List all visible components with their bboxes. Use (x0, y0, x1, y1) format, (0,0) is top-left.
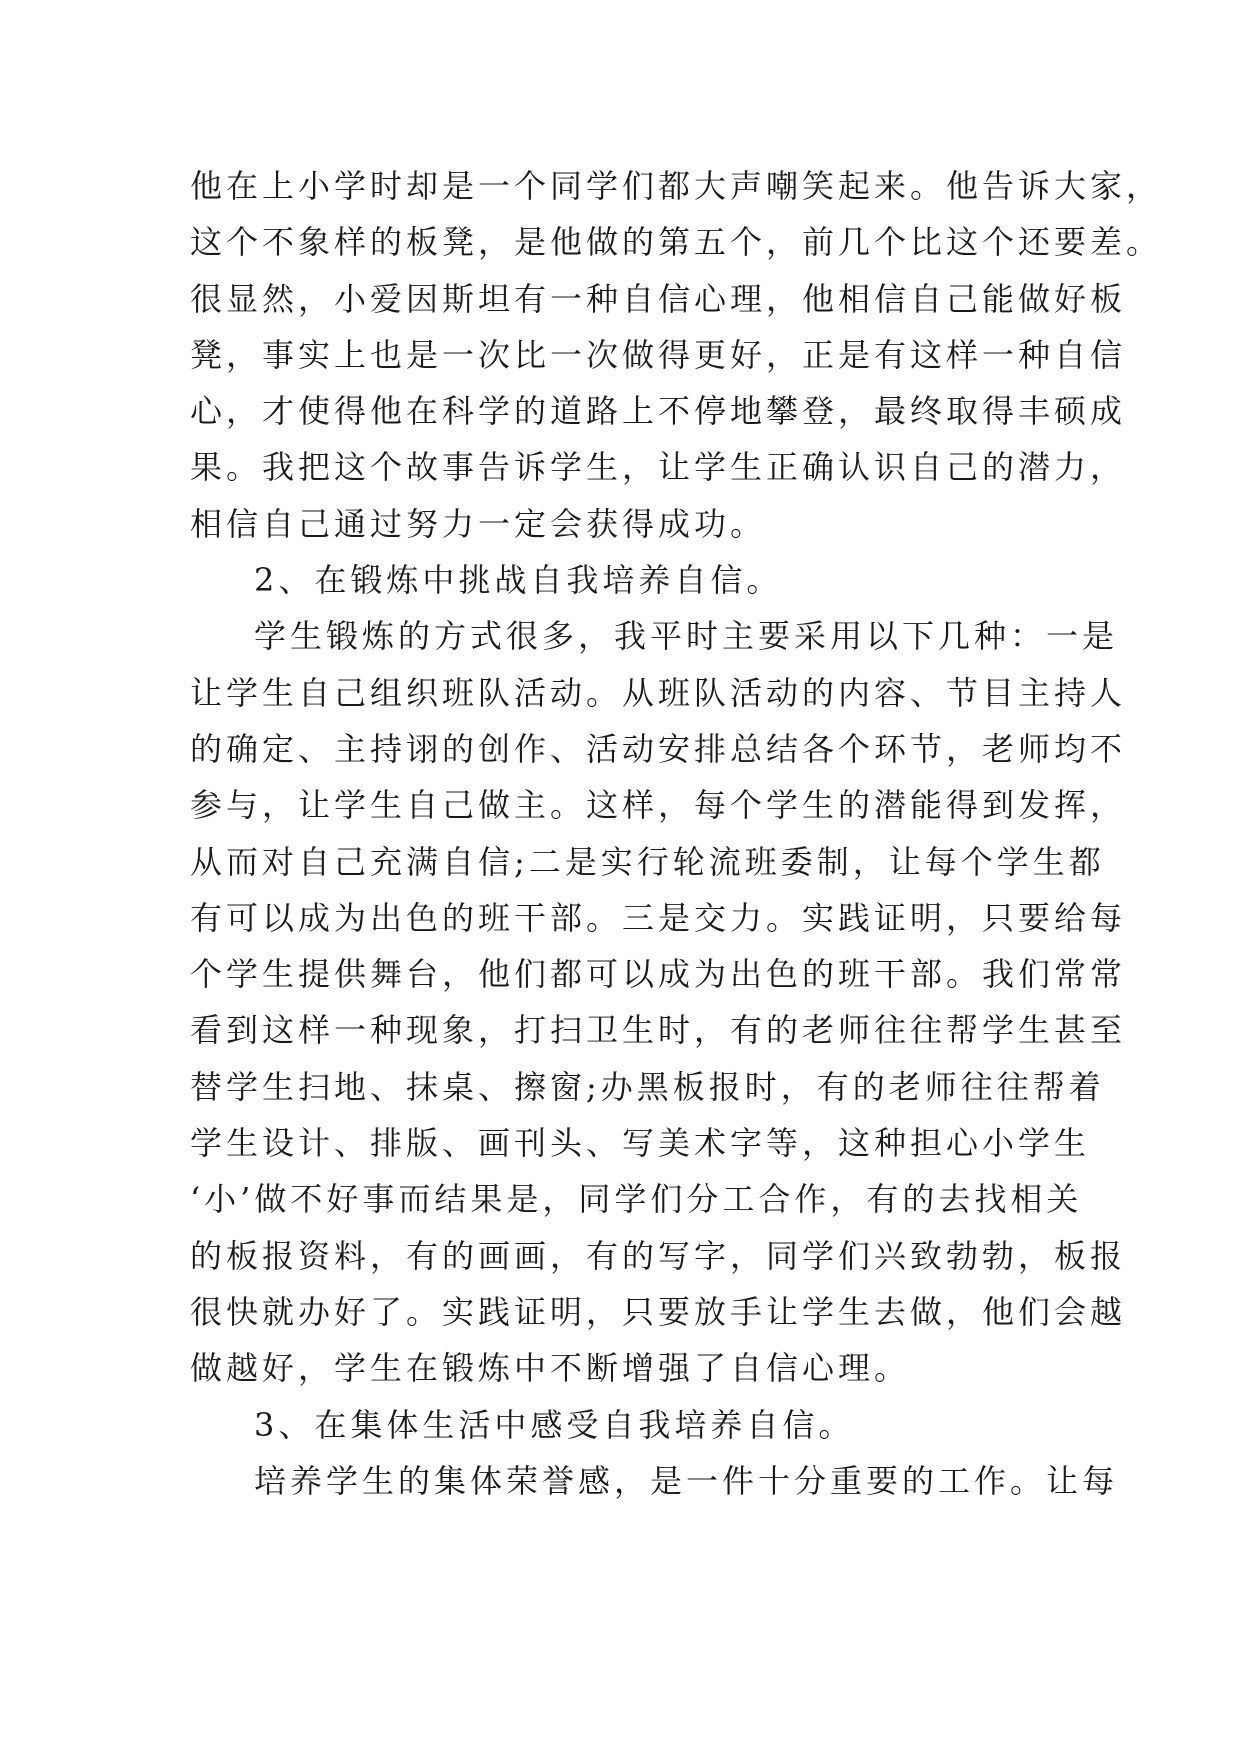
text-line: 做越好，学生在锻炼中不断增强了自信心理。 (190, 1349, 911, 1388)
text-line: 果。我把这个故事告诉学生，让学生正确认识自己的潜力， (190, 448, 1127, 487)
text-line: 个学生提供舞台，他们都可以成为出色的班干部。我们常常 (190, 955, 1127, 994)
text-line: 让学生自己组织班队活动。从班队活动的内容、节目主持人 (190, 673, 1127, 712)
text-line: 学生设计、排版、画刊头、写美术字等，这种担心小学生 (190, 1124, 1091, 1163)
text-line: 他在上小学时却是一个同学们都大声嘲笑起来。他告诉大家， (190, 167, 1163, 205)
section-heading: 3、在集体生活中感受自我培养自信。 (254, 1405, 855, 1444)
text-line: 的确定、主持诩的创作、活动安排总结各个环节，老师均不 (190, 729, 1127, 768)
text-line: 的板报资料，有的画画，有的写字，同学们兴致勃勃，板报 (190, 1236, 1127, 1275)
text-line: 很快就办好了。实践证明，只要放手让学生去做，他们会越 (190, 1292, 1127, 1331)
text-line: 有可以成为出色的班干部。三是交力。实践证明，只要给每 (190, 898, 1127, 937)
text-line: 凳，事实上也是一次比一次做得更好，正是有这样一种自信 (190, 335, 1127, 374)
text-line: 这个不象样的板凳，是他做的第五个，前几个比这个还要差。 (190, 223, 1163, 262)
text-line: 很显然，小爱因斯坦有一种自信心理，他相信自己能做好板 (190, 279, 1127, 318)
text-line: 心，才使得他在科学的道路上不停地攀登，最终取得丰硕成 (190, 392, 1127, 431)
paragraph-start-line: 培养学生的集体荣誉感，是一件十分重要的工作。让每 (254, 1461, 1119, 1500)
text-line: 相信自己通过努力一定会获得成功。 (190, 504, 767, 543)
body-text (190, 158, 1163, 1509)
text-line: 替学生扫地、抹桌、擦窗;办黑板报时，有的老师往往帮着 (190, 1067, 1105, 1106)
paragraph-start-line: 学生锻炼的方式很多，我平时主要采用以下几种：一是 (254, 617, 1119, 656)
text-line: 参与，让学生自己做主。这样，每个学生的潜能得到发挥， (190, 786, 1127, 825)
text-line: ‘小’做不好事而结果是，同学们分工合作，有的去找相关 (190, 1180, 1083, 1219)
text-line: 看到这样一种现象，打扫卫生时，有的老师往往帮学生甚至 (190, 1011, 1127, 1050)
text-line: 从而对自己充满自信;二是实行轮流班委制，让每个学生都 (190, 842, 1105, 881)
section-heading: 2、在锻炼中挑战自我培养自信。 (254, 561, 783, 600)
